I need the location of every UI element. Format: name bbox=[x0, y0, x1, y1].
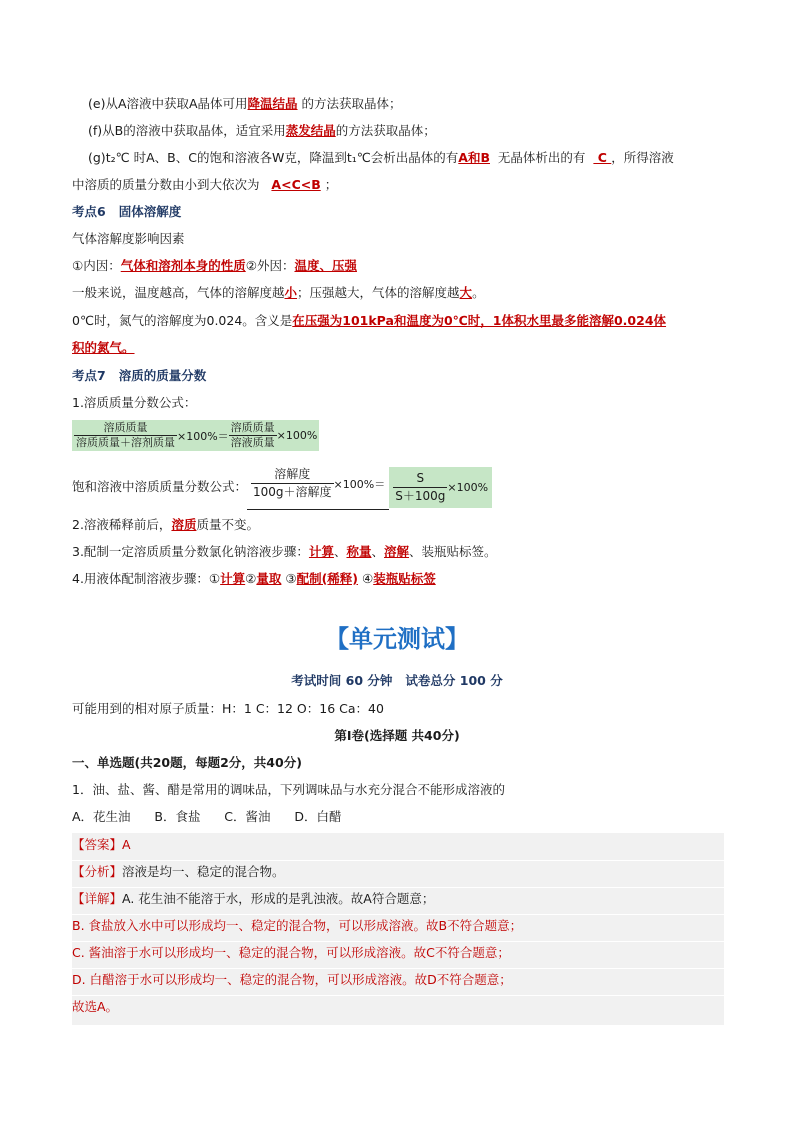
answer-value: A bbox=[122, 837, 131, 852]
formula-2-box bbox=[389, 467, 492, 508]
text: 3.配制一定溶质质量分数氯化钠溶液步骤： bbox=[72, 544, 309, 559]
answer-label: 【答案】 bbox=[72, 837, 123, 852]
nacl-steps bbox=[72, 542, 722, 562]
text: 、 bbox=[333, 544, 347, 559]
answer: 温度、压强 bbox=[294, 258, 357, 273]
denominator: S＋100g bbox=[395, 488, 446, 503]
numerator: 溶解度 bbox=[251, 466, 334, 484]
text: 2.溶液稀释前后， bbox=[72, 517, 172, 532]
analysis-label: 【分析】 bbox=[72, 864, 123, 879]
question-1: 1．油、盐、酱、醋是常用的调味品，下列调味品与水充分混合不能形成溶液的 bbox=[72, 782, 505, 797]
divider bbox=[72, 860, 724, 861]
item-g bbox=[88, 148, 722, 168]
answer: C bbox=[593, 150, 612, 165]
answer: 量取 bbox=[256, 571, 282, 586]
text: ；压强越大，气体的溶解度越 bbox=[297, 285, 460, 300]
text: 、 bbox=[371, 544, 384, 559]
atomic-masses: 可能用到的相对原子质量：H：1 C：12 O：16 Ca：40 bbox=[72, 701, 384, 716]
operator: ×100% bbox=[276, 429, 318, 442]
divider bbox=[72, 968, 724, 969]
text: (f)从B的溶液中获取晶体，适宜采用 bbox=[88, 123, 286, 138]
numerator: 溶质质量 bbox=[230, 421, 275, 434]
operator: ×100%＝ bbox=[333, 477, 386, 491]
denominator: 溶质质量＋溶剂质量 bbox=[76, 436, 175, 449]
answer: A和B bbox=[458, 150, 490, 165]
nitrogen-solubility bbox=[72, 311, 722, 331]
kaodian-6-heading: 考点6 固体溶解度 bbox=[72, 204, 182, 219]
liquid-steps bbox=[72, 569, 722, 589]
divider bbox=[72, 995, 724, 996]
numerator: S bbox=[393, 470, 447, 488]
denominator: 溶液质量 bbox=[230, 436, 275, 449]
conclusion-line: 故选A。 bbox=[72, 999, 119, 1014]
formula-1 bbox=[72, 419, 319, 451]
formula-2-title: 饱和溶液中溶质质量分数公式： bbox=[72, 479, 248, 494]
fraction bbox=[393, 470, 447, 505]
detail-line-a bbox=[72, 889, 722, 909]
text: ②外因： bbox=[245, 258, 295, 273]
text: 、装瓶贴标签。 bbox=[409, 544, 497, 559]
divider bbox=[72, 914, 724, 915]
item-f bbox=[88, 121, 722, 141]
text: ，所得溶液 bbox=[611, 150, 674, 165]
answer: 溶解 bbox=[384, 544, 410, 559]
gas-factors bbox=[72, 256, 722, 276]
answer: 装瓶贴标签 bbox=[373, 571, 436, 586]
answer: 溶质 bbox=[171, 517, 197, 532]
section-1-heading: 一、单选题(共20题，每题2分，共40分) bbox=[72, 755, 302, 770]
answer: 降温结晶 bbox=[247, 96, 298, 111]
item-e bbox=[88, 94, 722, 114]
fraction bbox=[251, 466, 334, 501]
text: (g)t₂℃ 时A、B、C的饱和溶液各W克，降温到t₁℃会析出晶体的有 bbox=[88, 150, 459, 165]
gas-solubility-title: 气体溶解度影响因素 bbox=[72, 231, 185, 246]
formula-1-title: 1.溶质质量分数公式： bbox=[72, 395, 197, 410]
text: (e)从A溶液中获取A晶体可用 bbox=[88, 96, 248, 111]
answer: 称量 bbox=[346, 544, 372, 559]
text: 的方法获取晶体； bbox=[335, 123, 436, 138]
answer: 配制(稀释) bbox=[296, 571, 359, 586]
fraction bbox=[74, 421, 177, 450]
kaodian-7-heading: 考点7 溶质的质量分数 bbox=[72, 368, 207, 383]
exam-info: 考试时间 60 分钟 试卷总分 100 分 bbox=[291, 673, 503, 688]
text: ①内因： bbox=[72, 258, 121, 273]
text: 0℃时，氮气的溶解度为0.024。含义是 bbox=[72, 313, 293, 328]
text: 中溶质的质量分数由小到大依次为 bbox=[72, 177, 272, 192]
gas-trend bbox=[72, 283, 722, 303]
analysis-line bbox=[72, 862, 722, 882]
answer: 蒸发结晶 bbox=[285, 123, 336, 138]
volume-1-heading: 第Ⅰ卷(选择题 共40分) bbox=[334, 728, 460, 743]
answer: 大 bbox=[459, 285, 473, 300]
formula-1-box bbox=[72, 420, 319, 451]
text: 。 bbox=[472, 285, 485, 300]
answer: 积的氮气。 bbox=[72, 340, 135, 355]
text: ④ bbox=[358, 571, 374, 586]
numerator: 溶质质量 bbox=[74, 421, 177, 436]
fraction bbox=[229, 421, 277, 450]
answer: 小 bbox=[284, 285, 298, 300]
divider bbox=[72, 941, 724, 942]
detail-label: 【详解】 bbox=[72, 891, 123, 906]
item-g-cont bbox=[72, 175, 722, 195]
answer-line bbox=[72, 835, 722, 855]
analysis-text: 溶液是均一、稳定的混合物。 bbox=[122, 864, 285, 879]
text: ② bbox=[245, 571, 257, 586]
detail-line-d: D. 白醋溶于水可以形成均一、稳定的混合物，可以形成溶液。故D不符合题意； bbox=[72, 972, 512, 987]
text: 一般来说，温度越高，气体的溶解度越 bbox=[72, 285, 285, 300]
operator: ×100% bbox=[447, 480, 489, 494]
answer: 在压强为101kPa和温度为0℃时，1体积水里最多能溶解0.024体 bbox=[292, 313, 667, 328]
text: 的方法获取晶体； bbox=[297, 96, 402, 111]
detail-text: A. 花生油不能溶于水，形成的是乳浊液。故A符合题意； bbox=[122, 891, 435, 906]
operator: ×100%＝ bbox=[177, 429, 229, 443]
answer: A<C<B bbox=[271, 177, 321, 192]
question-1-options: A．花生油 B．食盐 C．酱油 D．白醋 bbox=[72, 809, 342, 824]
dilution-rule bbox=[72, 515, 722, 535]
denominator: 100g＋溶解度 bbox=[253, 485, 332, 499]
answer: 气体和溶剂本身的性质 bbox=[120, 258, 246, 273]
answer: 计算 bbox=[220, 571, 246, 586]
answer: 计算 bbox=[308, 544, 334, 559]
text: 4.用液体配制溶液步骤：① bbox=[72, 571, 221, 586]
divider bbox=[72, 887, 724, 888]
formula-2-left bbox=[247, 464, 389, 510]
detail-line-c: C. 酱油溶于水可以形成均一、稳定的混合物，可以形成溶液。故C不符合题意； bbox=[72, 945, 510, 960]
formula-2 bbox=[72, 464, 492, 510]
text: ； bbox=[320, 177, 338, 192]
unit-test-title: 【单元测试】 bbox=[325, 625, 469, 653]
nitrogen-solubility-cont bbox=[72, 338, 722, 358]
text: 质量不变。 bbox=[196, 517, 259, 532]
detail-line-b: B. 食盐放入水中可以形成均一、稳定的混合物，可以形成溶液。故B不符合题意； bbox=[72, 918, 523, 933]
text: ③ bbox=[281, 571, 297, 586]
text: 无晶体析出的有 bbox=[489, 150, 594, 165]
